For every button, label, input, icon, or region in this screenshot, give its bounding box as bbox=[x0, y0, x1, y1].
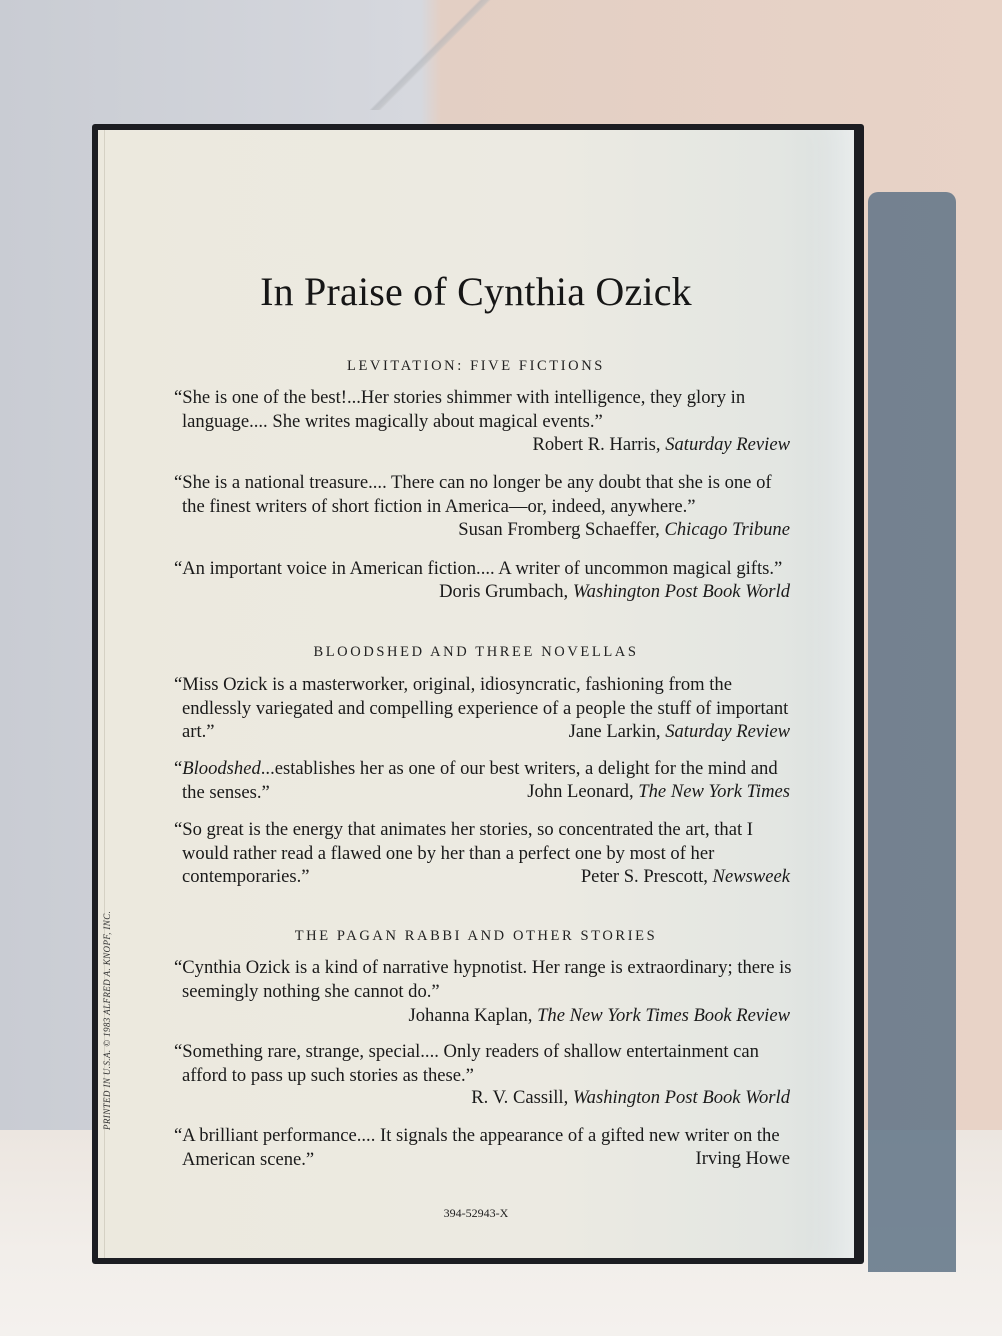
quote-attribution bbox=[458, 518, 790, 542]
quote-author: Irving Howe bbox=[695, 1148, 790, 1169]
quote-italic-title: Bloodshed bbox=[182, 758, 261, 779]
printer-credit: PRINTED IN U.S.A. © 1983 ALFRED A. KNOPF, INC. bbox=[102, 910, 112, 1130]
quote-text: “Bloodshed...establishes her as one of our best writers, a delight for the mind and the senses.” bbox=[174, 758, 778, 803]
quote-attribution bbox=[581, 865, 790, 889]
quote-body: ...establishes her as one of our best writers, a delight for the mind and the senses.” bbox=[182, 758, 778, 803]
section-heading-bloodshed: BLOODSHED AND THREE NOVELLAS bbox=[313, 644, 639, 660]
quote-text: “An important voice in American fiction.... A writer of uncommon magical gifts.” bbox=[174, 558, 783, 579]
quote-publication: Chicago Tribune bbox=[664, 519, 790, 540]
quote-author: John Leonard, bbox=[527, 781, 634, 802]
book-shadow bbox=[868, 192, 956, 1272]
isbn: 394-52943-X bbox=[443, 1206, 509, 1220]
quote-publication: Washington Post Book World bbox=[572, 1087, 790, 1108]
book-back-cover bbox=[98, 130, 854, 1258]
quote-attribution bbox=[569, 720, 790, 744]
quote-author: Jane Larkin, bbox=[568, 721, 661, 742]
quote-text: “So great is the energy that animates her stories, so concentrated the art, that I would rather read a flawed one by her than a perfect one by most of her contemporaries.” bbox=[174, 819, 753, 887]
quote-publication: Washington Post Book World bbox=[572, 581, 790, 602]
quote-text: “Something rare, strange, special.... Only readers of shallow entertainment can afford to pass up such stories as these.” bbox=[174, 1041, 759, 1086]
quote-text: “Cynthia Ozick is a kind of narrative hypnotist. Her range is extraordinary; there is seemingly nothing she cannot do.” bbox=[174, 957, 792, 1002]
quote-attribution bbox=[527, 780, 790, 804]
quote-attribution bbox=[409, 1004, 790, 1028]
quote-text: “She is one of the best!...Her stories shimmer with intelligence, they glory in language.... She writes magically about magical events.” bbox=[174, 387, 746, 432]
quote-author: Robert R. Harris, bbox=[532, 434, 661, 455]
wall-corner bbox=[330, 0, 530, 110]
quote-attribution bbox=[471, 1086, 790, 1110]
quote-publication: Newsweek bbox=[712, 866, 790, 887]
quote-publication: The New York Times Book Review bbox=[537, 1005, 790, 1026]
quote-publication: Saturday Review bbox=[665, 721, 790, 742]
quote-author: R. V. Cassill, bbox=[471, 1087, 569, 1108]
quote-author: Doris Grumbach, bbox=[439, 581, 569, 602]
section-heading-pagan-rabbi: THE PAGAN RABBI AND OTHER STORIES bbox=[294, 928, 658, 944]
quote-attribution bbox=[439, 580, 790, 604]
quote-author: Johanna Kaplan, bbox=[408, 1005, 533, 1026]
section-heading-levitation: LEVITATION: FIVE FICTIONS bbox=[347, 358, 605, 374]
quote-text: “Miss Ozick is a masterworker, original, idiosyncratic, fashioning from the endlessly variegated and compelling experience of a people the stuff of important art.” bbox=[174, 674, 789, 742]
quote-text: “A brilliant performance.... It signals the appearance of a gifted new writer on the American scene.” bbox=[174, 1125, 780, 1170]
quote-attribution bbox=[696, 1147, 791, 1171]
quote-publication: Saturday Review bbox=[665, 434, 790, 455]
quote-attribution bbox=[532, 433, 790, 457]
page-title: In Praise of Cynthia Ozick bbox=[260, 269, 692, 314]
quote-publication: The New York Times bbox=[638, 781, 790, 802]
quote-text: “She is a national treasure.... There can no longer be any doubt that she is one of the finest writers of short fiction in America—or, indeed, anywhere.” bbox=[174, 472, 772, 517]
quote-author: Susan Fromberg Schaeffer, bbox=[458, 519, 660, 540]
quote-author: Peter S. Prescott, bbox=[580, 866, 708, 887]
